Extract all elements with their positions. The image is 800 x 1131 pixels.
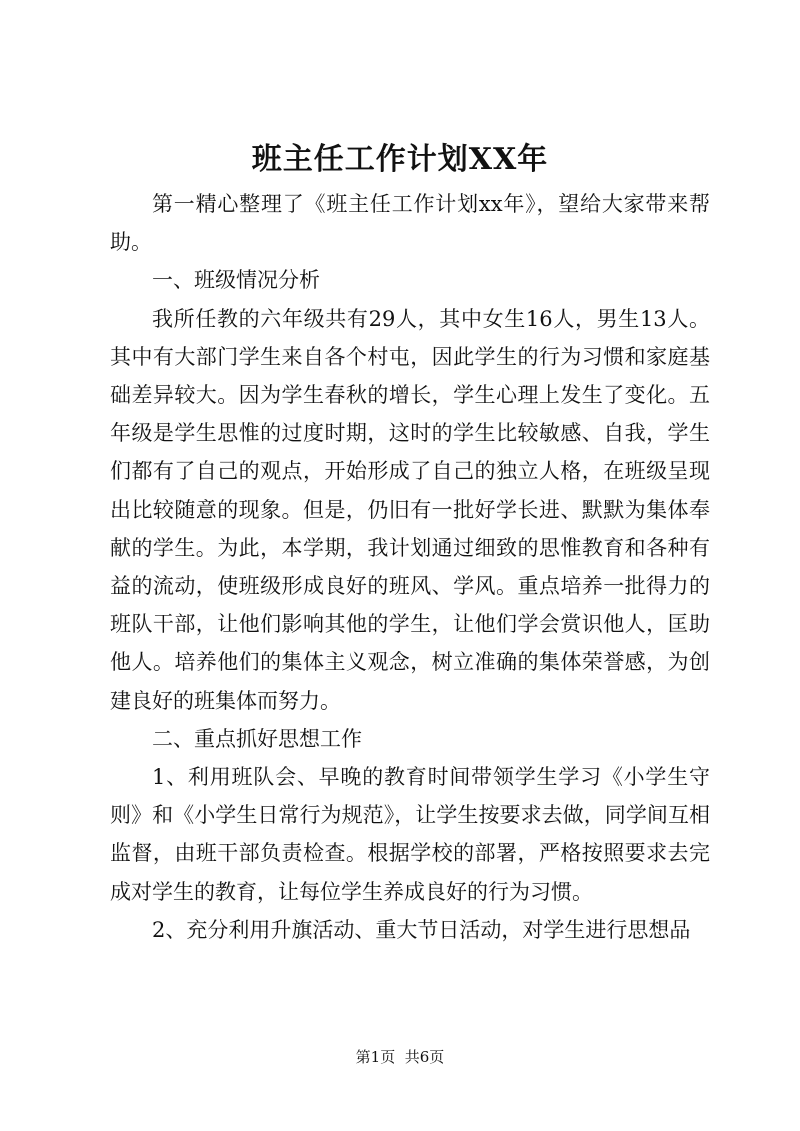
total-pages-label: 共6页 (404, 1048, 445, 1066)
section-heading-thought-work: 二、重点抓好思想工作 (152, 726, 362, 751)
page-footer (0, 1047, 800, 1067)
class-analysis-paragraph: 我所任教的六年级共有29人，其中女生16人，男生13人。其中有大部门学生来自各个村屯，因此学生的行为习惯和家庭基础差异较大。因为学生春秋的增长，学生心理上发生了变化。五年级是学生思惟的过度时期，这时的学生比较敏感、自我，学生们都有了自己的观点，开始形成了自己的独立人格，在班级呈现出比较随意的现象。但是，仍旧有一批好学长进、默默为集体奉献的学生。为此，本学期，我计划通过细致的思惟教育和各种有益的流动，使班级形成良好的班风、学风。重点培养一批得力的班队干部，让他们影响其他的学生，让他们学会赏识他人，匡助他人。培养他们的集体主义观念，树立准确的集体荣誉感，为创建良好的班集体而努力。 (110, 306, 710, 713)
thought-work-item-2: 2、充分利用升旗活动、重大节日活动，对学生进行思想品 (152, 917, 691, 942)
intro-paragraph: 第一精心整理了《班主任工作计划xx年》，望给大家带来帮助。 (110, 192, 710, 255)
section-heading-class-analysis: 一、班级情况分析 (152, 268, 320, 293)
thought-work-item-1: 1、利用班队会、早晚的教育时间带领学生学习《小学生守则》和《小学生日常行为规范》，让学生按要求去做，同学间互相监督，由班干部负责检查。根据学校的部署，严格按照要求去完成对学生的教育，让每位学生养成良好的行为习惯。 (110, 765, 710, 904)
footer-separator (395, 1048, 405, 1066)
document-body (110, 185, 710, 949)
current-page-label: 第1页 (355, 1048, 396, 1066)
page-title: 班主任工作计划XX年 (251, 142, 549, 177)
